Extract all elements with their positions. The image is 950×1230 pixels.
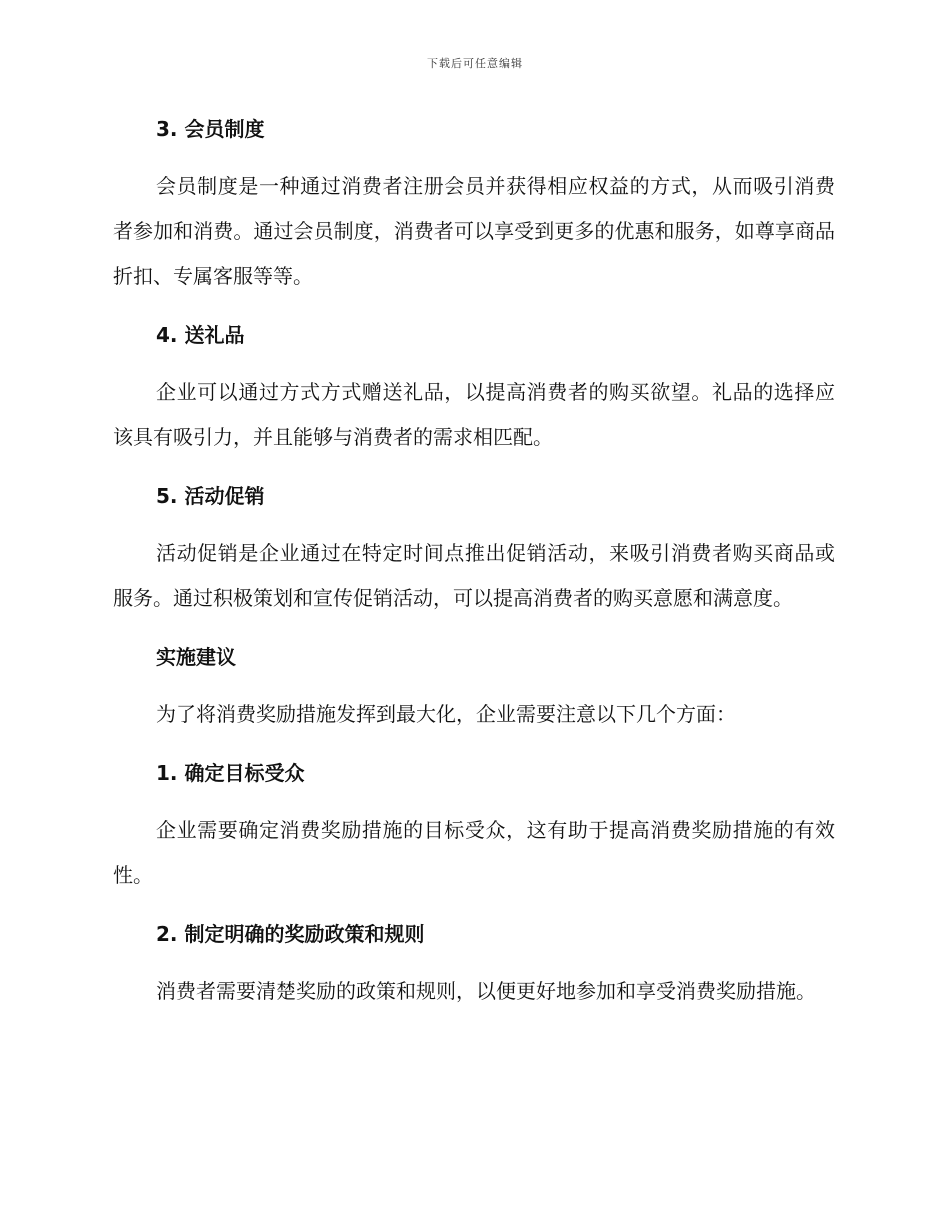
section-heading-audience: 1. 确定目标受众 [156,761,305,785]
section-paragraph-policy: 消费者需要清楚奖励的政策和规则，以便更好地参加和享受消费奖励措施。 [156,979,816,1003]
section-heading-policy: 2. 制定明确的奖励政策和规则 [156,922,425,946]
section-paragraph-promotion: 活动促销是企业通过在特定时间点推出促销活动，来吸引消费者购买商品或服务。通过积极策划和宣传促销活动，可以提高消费者的购买意愿和满意度。 [113,541,835,610]
section-paragraph-membership: 会员制度是一种通过消费者注册会员并获得相应权益的方式，从而吸引消费者参加和消费。通过会员制度，消费者可以享受到更多的优惠和服务，如尊享商品折扣、专属客服等等。 [113,174,835,288]
page-header-note: 下载后可任意编辑 [427,57,523,70]
section-heading-suggestions: 实施建议 [156,645,236,669]
section-heading-membership: 3. 会员制度 [156,117,265,141]
section-heading-gifts: 4. 送礼品 [156,323,245,347]
document-body [113,107,835,1014]
section-paragraph-suggestions: 为了将消费奖励措施发挥到最大化，企业需要注意以下几个方面： [156,702,736,726]
section-heading-promotion: 5. 活动促销 [156,484,265,508]
section-paragraph-audience: 企业需要确定消费奖励措施的目标受众，这有助于提高消费奖励措施的有效性。 [113,818,835,887]
section-paragraph-gifts: 企业可以通过方式方式赠送礼品，以提高消费者的购买欲望。礼品的选择应该具有吸引力，并且能够与消费者的需求相匹配。 [113,380,835,449]
